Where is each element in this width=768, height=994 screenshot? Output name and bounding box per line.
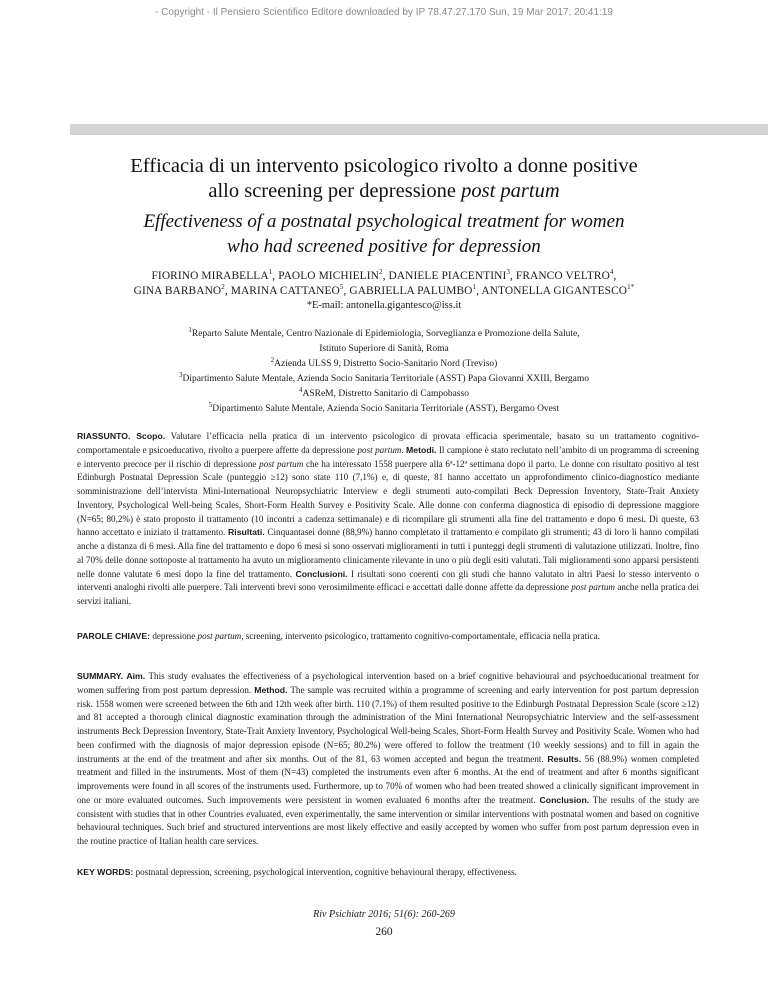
affiliations — [40, 327, 728, 417]
author-separator: , — [272, 270, 279, 282]
body-text: anche nella pratica dei servizi italiani. — [77, 582, 699, 606]
journal-citation: Riv Psichiatr 2016; 51(6): 260-269 — [313, 909, 455, 920]
author-affil-ref: 1* — [627, 283, 635, 292]
affiliation-1 — [40, 327, 728, 342]
affiliation-number: 1 — [188, 325, 192, 334]
section-heading: SUMMARY. Aim. — [77, 671, 146, 681]
italic-text: post partum — [197, 631, 242, 641]
riassunto-abstract — [77, 430, 699, 609]
author-affil-ref: 4 — [609, 268, 614, 277]
summary-abstract — [77, 670, 699, 849]
author-affil-ref: 5 — [339, 283, 344, 292]
body-text: . — [401, 444, 407, 455]
author-name: ANTONELLA GIGANTESCO — [481, 285, 628, 297]
author-list — [40, 269, 728, 299]
author-name: GINA BARBANO — [133, 285, 222, 297]
section-heading: RIASSUNTO. Scopo. — [77, 431, 166, 441]
section-heading: Method. — [254, 684, 288, 695]
author-name: GABRIELLA PALUMBO — [349, 285, 473, 297]
affiliation-number: 4 — [298, 385, 303, 394]
body-text: postnatal depression, screening, psychological intervention, cognitive behavioural therapy, effectiveness. — [133, 867, 517, 877]
author-affil-ref: 3 — [506, 268, 510, 277]
key-words — [77, 866, 699, 879]
affiliation-number: 2 — [270, 355, 275, 364]
section-heading: Conclusion. — [539, 794, 590, 805]
body-text: che ha interessato 1558 puerpere alla 6ª-12ª settimana dopo il parto. Le donne con risultato positivo al test Edinburgh Postnatal Depression Scale (punteggio ≥12) sono state 110 (7,1%) e, di queste, 81 hanno accettato un approfondimento clinico-diagnostico mediante somministrazione dell’intervista Mini-International Neuropsychiatric Interview e degli strumenti auto-compilati Beck Depression Inventory, State-Trait Anxiety Inventory, Psychological Well-being Scales, Short-Form Health Survey e Positivity Scale. Alle donne con conferma diagnostica di episodio di depressione maggiore (N=65; 80,2%) è stato proposto il trattamento (10 incontri a cadenza settimanale) e di ricompilare gli strumenti alla fine del trattamento e dopo 6 mesi. Di queste, 63 hanno accettato e iniziato il trattamento. — [77, 458, 699, 538]
body-text: , screening, intervento psicologico, trattamento cognitivo-comportamentale, efficacia nella pratica. — [241, 631, 600, 641]
copyright-notice: - Copyright - Il Pensiero Scientifico Editore downloaded by IP 78.47.27.170 Sun, 19 Mar 2017, 20:41:19 — [155, 7, 613, 18]
body-text: This study evaluates the effectiveness of a psychological intervention based on a brief cognitive behavioural and psychoeducational treatment for women suffering from post partum depression. — [77, 671, 699, 695]
affiliation-2 — [40, 357, 728, 372]
parole-chiave — [77, 630, 699, 643]
author-separator: , — [224, 285, 231, 297]
author-name: PAOLO MICHIELIN — [278, 270, 379, 282]
italic-text: post partum — [571, 582, 615, 593]
author-name: FRANCO VELTRO — [515, 270, 610, 282]
author-separator: , — [382, 270, 389, 282]
author-line-2 — [40, 284, 728, 299]
author-name: DANIELE PIACENTINI — [388, 270, 507, 282]
author-separator: , — [509, 270, 516, 282]
author-separator: , — [476, 285, 482, 297]
section-heading: Conclusioni. — [295, 568, 348, 579]
author-name: FIORINO MIRABELLA — [151, 270, 269, 282]
section-heading: Risultati. — [228, 527, 265, 538]
author-affil-ref: 1 — [472, 283, 477, 292]
title-italian-line2 — [60, 179, 708, 204]
author-separator: , — [613, 270, 617, 282]
body-text: The results of the study are consistent with studies that in other Countries evaluated, even experimentally, the same intervention or similar interventions with postnatal women and based on cognitive behavioural techniques. Such brief and structured interventions are most likely effective and easily accepted by women who suffer from post partum depression even in the routine practice of Italian health care services. — [77, 794, 699, 846]
affiliation-5 — [40, 402, 728, 417]
affiliation-text: Azienda ULSS 9, Distretto Socio-Sanitario Nord (Treviso) — [274, 359, 498, 369]
header-rule — [70, 124, 768, 135]
page-number: 260 — [375, 926, 393, 938]
body-text: I risultati sono coerenti con gli studi che hanno valutato in altri Paesi lo stesso intervento o interventi analoghi rivolti alle puerpere. Tali interventi brevi sono verosimilmente efficaci e accettati dalle donne affette da depressione — [77, 568, 699, 593]
title-english-line2: who had screened positive for depression — [227, 236, 541, 257]
author-affil-ref: 1 — [268, 268, 273, 277]
body-text: Il campione è stato reclutato nell’ambito di un programma di screening e intervento precoce per il rischio di depressione — [77, 444, 699, 469]
affiliation-text: Dipartimento Salute Mentale, Azienda Socio Sanitaria Territoriale (ASST), Bergamo Ovest — [212, 404, 560, 414]
body-text: The sample was recruited within a programme of screening and early intervention for post partum depression risk. 1558 women were screened between the 6th and 12th week after birth. 110 (7.1%) of them resulted positive to the Edinburgh Postnatal Depression Scale (score ≥12) and 81 accepted a thorough clinical diagnostic examination through the administration of the Mini International Neuropsychiatric Interview and the self-assessment instruments Beck Depression Inventory, State-Trait Anxiety Inventory, Psychological Well-being Scales, Short-Form Health Survey and Positivity Scale. Women who had been confirmed with the diagnosis of major depression episode (N=65; 80.2%) were offered to follow the treatment (10 weekly sessions) and to fill in again the instruments at the end of the treatment and after six months. Out of the 81, 63 women accepted and begun the treatment. — [77, 684, 699, 764]
affiliation-4 — [40, 387, 728, 402]
body-text: 56 (88.9%) women completed treatment and filled in the instruments. Most of them (N=43) completed the instruments even after 6 months. At the end of treatment and after 6 months significant improvements were found in all scores of the instruments used. Furthermore, up to 70% of women who had been treated showed a clinically significant improvement in one or more evaluated outcomes. Such improvements were persistent in women evaluated 6 months after the treatment. — [77, 753, 699, 805]
affiliation-text: Istituto Superiore di Sanità, Roma — [319, 344, 449, 354]
title-italian-line1: Efficacia di un intervento psicologico rivolto a donne positive — [130, 155, 638, 177]
author-separator: , — [343, 285, 350, 297]
body-text: depressione — [150, 631, 198, 641]
italic-text: post partum — [357, 444, 402, 455]
section-heading: Metodi. — [406, 444, 437, 455]
title-italian-line2-text: allo screening per depressione — [208, 180, 462, 202]
corresponding-email: *E-mail: antonella.gigantesco@iss.it — [306, 300, 462, 311]
affiliation-number: 3 — [178, 370, 183, 379]
author-line-1 — [40, 269, 728, 284]
affiliation-3 — [40, 372, 728, 387]
affiliation-text: ASReM, Distretto Sanitario di Campobasso — [302, 389, 469, 399]
author-affil-ref: 2 — [378, 268, 383, 277]
title-english — [60, 209, 708, 259]
section-heading: PAROLE CHIAVE: — [77, 631, 151, 641]
title-italian — [60, 154, 708, 204]
title-italian-line2-italic: post partum — [461, 180, 560, 202]
affiliation-number: 5 — [208, 400, 213, 409]
affiliation-1-cont — [40, 342, 728, 357]
affiliation-text: Dipartimento Salute Mentale, Azienda Socio Sanitaria Territoriale (ASST) Papa Giovanni XXIII, Bergamo — [182, 374, 590, 384]
author-affil-ref: 2 — [221, 283, 225, 292]
title-english-line1: Effectiveness of a postnatal psychological treatment for women — [143, 211, 625, 232]
affiliation-text: Reparto Salute Mentale, Centro Nazionale di Epidemiologia, Sorveglianza e Promozione della Salute, — [191, 329, 580, 339]
body-text: Valutare l’efficacia nella pratica di un intervento psicologico di provata efficacia sperimentale, basato su un trattamento cognitivo-comportamentale e psicoeducativo, rivolto a puerpere affette da depressione — [77, 431, 699, 455]
body-text: Cinquantasei donne (88,9%) hanno completato il trattamento e compilato gli strumenti; 43 di loro li hanno compilati anche a distanza di 6 mesi. Alla fine del trattamento e dopo 6 mesi si sono osservati miglioramenti in tutti i punteggi degli strumenti di valutazione utilizzati. Inoltre, fino al 70% delle donne sottoposte al trattamento ha avuto un miglioramento clinicamente rilevante in uno o più degli esiti valutati. Tali miglioramenti sono apparsi persistenti nelle donne valutate 6 mesi dopo la fine del trattamento. — [77, 527, 699, 579]
section-heading: KEY WORDS: — [77, 867, 134, 877]
italic-text: post partum — [259, 458, 304, 469]
author-name: MARINA CATTANEO — [230, 285, 340, 297]
section-heading: Results. — [547, 753, 582, 764]
